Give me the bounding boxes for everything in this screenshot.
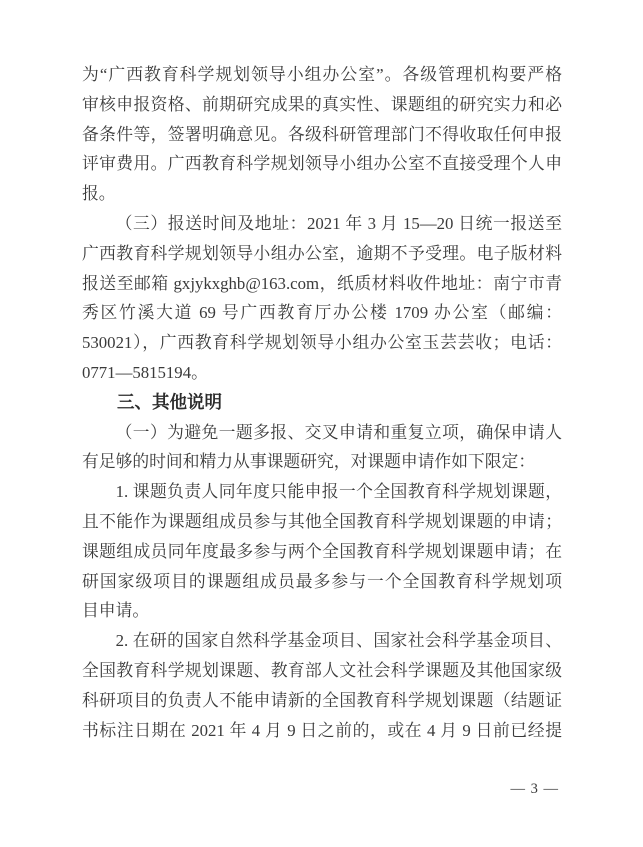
text-line: 0771—5815194。 xyxy=(82,362,208,382)
text-line: 且不能作为课题组成员参与其他全国教育科学规划课题的申请； xyxy=(82,511,562,531)
text-line: 研国家级项目的课题组成员最多参与一个全国教育科学规划项 xyxy=(82,571,562,591)
text-line: 1. 课题负责人同年度只能申报一个全国教育科学规划课题， xyxy=(115,482,562,502)
text-line: 全国教育科学规划课题、教育部人文社会科学课题及其他国家级 xyxy=(82,660,562,680)
text-line: 科研项目的负责人不能申请新的全国教育科学规划课题（结题证 xyxy=(82,690,562,710)
text-line: 审核申报资格、前期研究成果的真实性、课题组的研究实力和必 xyxy=(82,94,562,114)
page-number: — 3 — xyxy=(510,781,559,797)
text-line: （三）报送时间及地址：2021 年 3 月 15—20 日统一报送至 xyxy=(115,213,562,233)
text-line: 目申请。 xyxy=(82,601,150,621)
text-line: 报送至邮箱 gxjykxghb@163.com，纸质材料收件地址：南宁市青 xyxy=(82,273,562,293)
text-line: 有足够的时间和精力从事课题研究，对课题申请作如下限定： xyxy=(82,452,536,472)
section-heading: 三、其他说明 xyxy=(117,391,222,412)
document-body xyxy=(82,60,562,745)
text-line: 秀区竹溪大道 69 号广西教育厅办公楼 1709 办公室（邮编： xyxy=(82,303,562,323)
text-line: 评审费用。广西教育科学规划领导小组办公室不直接受理个人申 xyxy=(82,154,562,174)
text-line: 课题组成员同年度最多参与两个全国教育科学规划课题申请；在 xyxy=(82,541,562,561)
text-line: 530021），广西教育科学规划领导小组办公室玉芸芸收；电话： xyxy=(82,333,562,353)
text-line: 为“广西教育科学规划领导小组办公室”。各级管理机构要严格 xyxy=(82,65,562,84)
text-line: 2. 在研的国家自然科学基金项目、国家社会科学基金项目、 xyxy=(115,631,562,651)
text-line: （一）为避免一题多报、交叉申请和重复立项，确保申请人 xyxy=(115,422,562,442)
text-line: 书标注日期在 2021 年 4 月 9 日之前的，或在 4 月 9 日前已经提 xyxy=(82,720,562,740)
text-line: 备条件等，签署明确意见。各级科研管理部门不得收取任何申报 xyxy=(82,124,562,144)
text-line: 报。 xyxy=(82,184,116,204)
text-line: 广西教育科学规划领导小组办公室，逾期不予受理。电子版材料 xyxy=(82,243,562,263)
